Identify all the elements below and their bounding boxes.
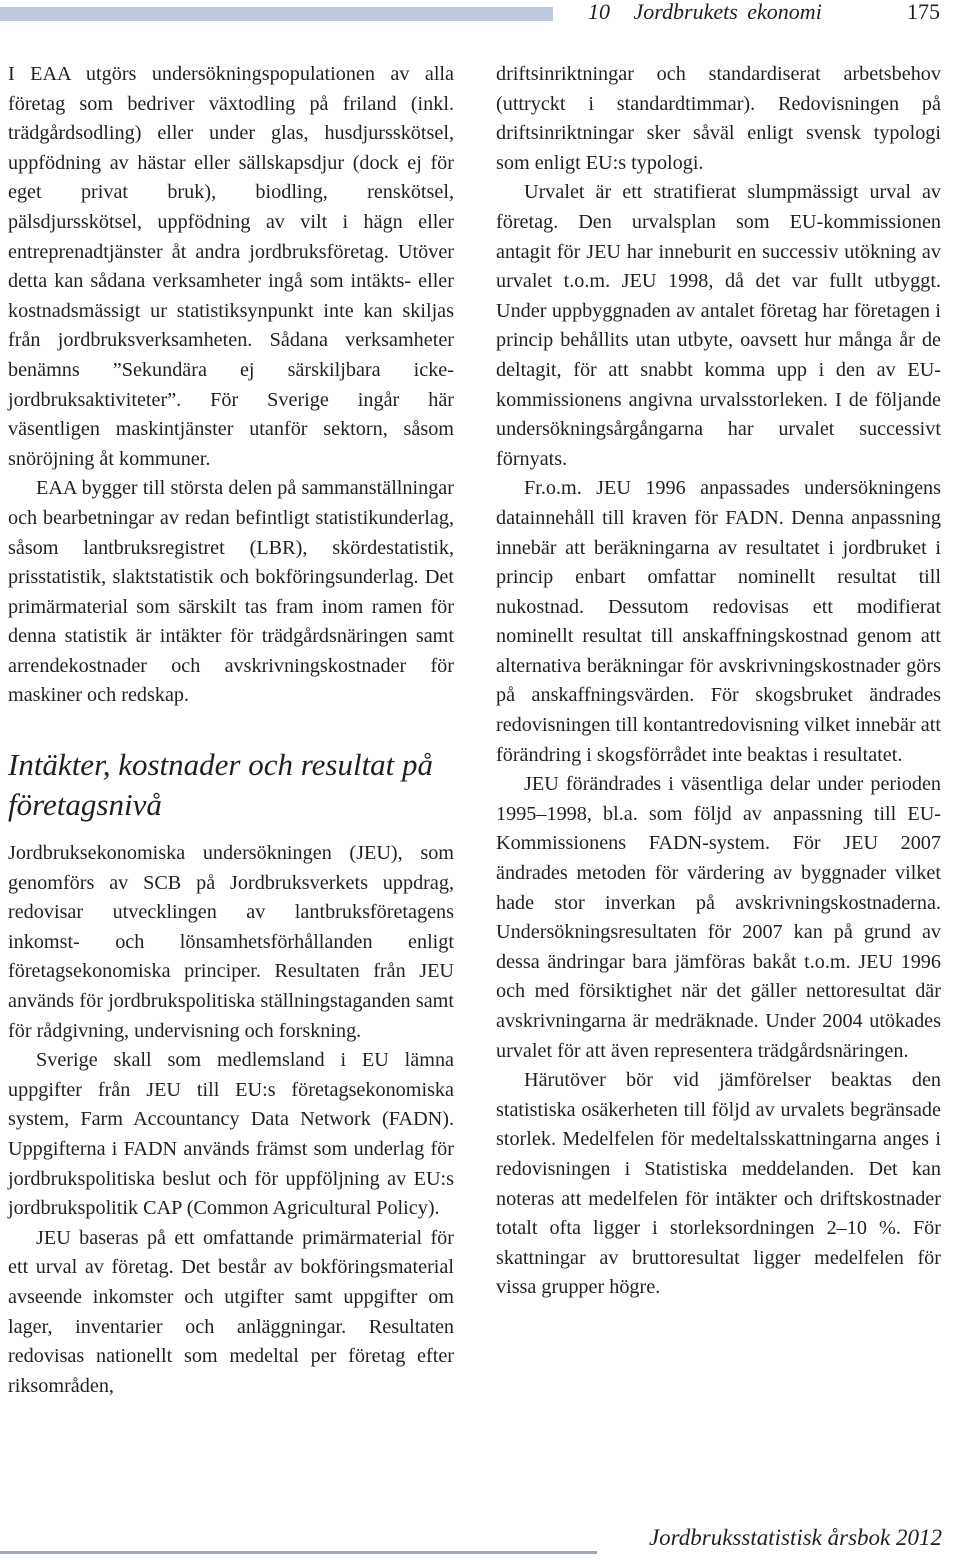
left-column <box>8 60 454 1401</box>
section-heading: Intäkter, kostnader och resultat på företagsnivå <box>8 747 434 823</box>
footer-rule <box>0 1551 597 1554</box>
right-column <box>496 60 941 1303</box>
paragraph: JEU förändrades i väsentliga delar under perioden 1995–1998, bl.a. som följd av anpassning till EU-Kommissionens FADN-system. För JEU 2007 ändrades metoden för värdering av byggnader vilket hade stor inverkan på avskrivningskostnaderna. Undersökningsresultaten för 2007 kan på grund av dessa ändringar bara jämföras bakåt t.o.m. JEU 1996 och med försiktighet när det gäller nettoresultat där avskrivningarna är medräknade. Under 2004 utökades urvalet för att även representera trädgårdsnäringen. <box>496 773 941 1062</box>
footer-publication: Jordbruksstatistisk årsbok 2012 <box>648 1525 942 1550</box>
paragraph: Sverige skall som medlemsland i EU lämna uppgifter från JEU till EU:s företagsekonomiska system, Farm Accountancy Data Network (FADN). Uppgifterna i FADN används främst som underlag för jordbrukspolitiska beslut och för uppföljning av EU:s jordbrukspolitik CAP (Common Agricultural Policy). <box>8 1049 454 1220</box>
paragraph: EAA bygger till största delen på sammanställningar och bearbetningar av redan befintligt statistikunderlag, såsom lantbruksregistret (LBR), skördestatistik, prisstatistik, slaktstatistik och bokföringsunderlag. Det primärmaterial som särskilt tas fram inom ramen för denna statistik är intäkter för trädgårdsnäringen samt arrendekostnader och avskrivningskostnader för maskiner och redskap. <box>8 477 454 707</box>
paragraph: Urvalet är ett stratifierat slumpmässigt urval av företag. Den urvalsplan som EU-kommissionen antagit för JEU har inneburit en successiv utökning av urvalet t.o.m. JEU 1998, då det var fullt utbyggt. Under uppbyggnaden av antalet företag har företagen i princip behållits utan utbyte, oavsett hur många år de deltagit, för att snabbt komma upp i den av EU-kommissionens angivna urvalsstorleken. I de följande undersökningsårgångarna har urvalet successivt förnyats. <box>496 181 941 470</box>
paragraph: Jordbruksekonomiska undersökningen (JEU), som genomförs av SCB på Jordbruksverkets uppdrag, redovisar utvecklingen av lantbruksföretagens inkomst- och lönsamhetsförhållanden enligt företagsekonomiska principer. Resultaten från JEU används för jordbrukspolitiska ställningstaganden samt för rådgivning, undervisning och forskning. <box>8 842 454 1042</box>
header-bar <box>0 7 553 21</box>
paragraph: Härutöver bör vid jämförelser beaktas den statistiska osäkerheten till följd av urvalets begränsade storlek. Medelfelen för medeltalsskattningarna anges i redovisningen i Statistiska meddelanden. Det kan noteras att medelfelen för intäkter och driftskostnader totalt ofta ligger i storleksordningen 2–10 %. För skattningar av bruttoresultat ligger medelfelen för vissa grupper högre. <box>496 1069 941 1299</box>
paragraph: driftsinriktningar och standardiserat arbetsbehov (uttryckt i standardtimmar). Redovisningen på driftsinriktningar sker såväl enligt svensk typologi som enligt EU:s typologi. <box>496 63 941 174</box>
page-number: 175 <box>907 0 940 24</box>
paragraph: Fr.o.m. JEU 1996 anpassades undersökningens datainnehåll till kraven för FADN. Denna anpassning innebär att beräkningarna av resultatet i jordbruket i princip enbart omfattar nominellt resultat till nukostnad. Dessutom redovisas ett modifierat nominellt resultat till anskaffningskostnad genom att alternativa beräkningar för avskrivningskostnader görs på anskaffningsvärden. För skogsbruket ändrades redovisningen till kontantredovisning vilket innebär att förändring i skogsförrådet inte beaktas i resultatet. <box>496 477 941 766</box>
chapter-number: 10 <box>588 0 610 24</box>
chapter-title: Jordbrukets ekonomi <box>633 0 822 24</box>
paragraph: I EAA utgörs undersökningspopulationen av alla företag som bedriver växtodling på friland (inkl. trädgårdsodling) eller under glas, husdjursskötsel, uppfödning av hästar eller sällskapsdjur (dock ej för eget privat bruk), biodling, renskötsel, pälsdjursskötsel, uppfödning av vilt i hägn eller entreprenadtjänster åt andra jordbruksföretag. Utöver detta kan sådana verksamheter ingå som intäkts- eller kostnadsmässigt ur statistiksynpunkt inte kan skiljas från jordbruksverksamheten. Sådana verksamheter benämns ”Sekundära ej särskiljbara icke-jordbruksaktiviteter”. För Sverige ingår här väsentligen maskintjänster utanför sektorn, såsom snöröjning åt kommuner. <box>8 63 454 470</box>
paragraph: JEU baseras på ett omfattande primärmaterial för ett urval av företag. Det består av bokföringsmaterial avseende inkomster och utgifter samt uppgifter om lager, inventarier och anläggningar. Resultaten redovisas nationellt som medeltal per företag efter riksområden, <box>8 1226 454 1397</box>
running-header <box>588 0 822 25</box>
